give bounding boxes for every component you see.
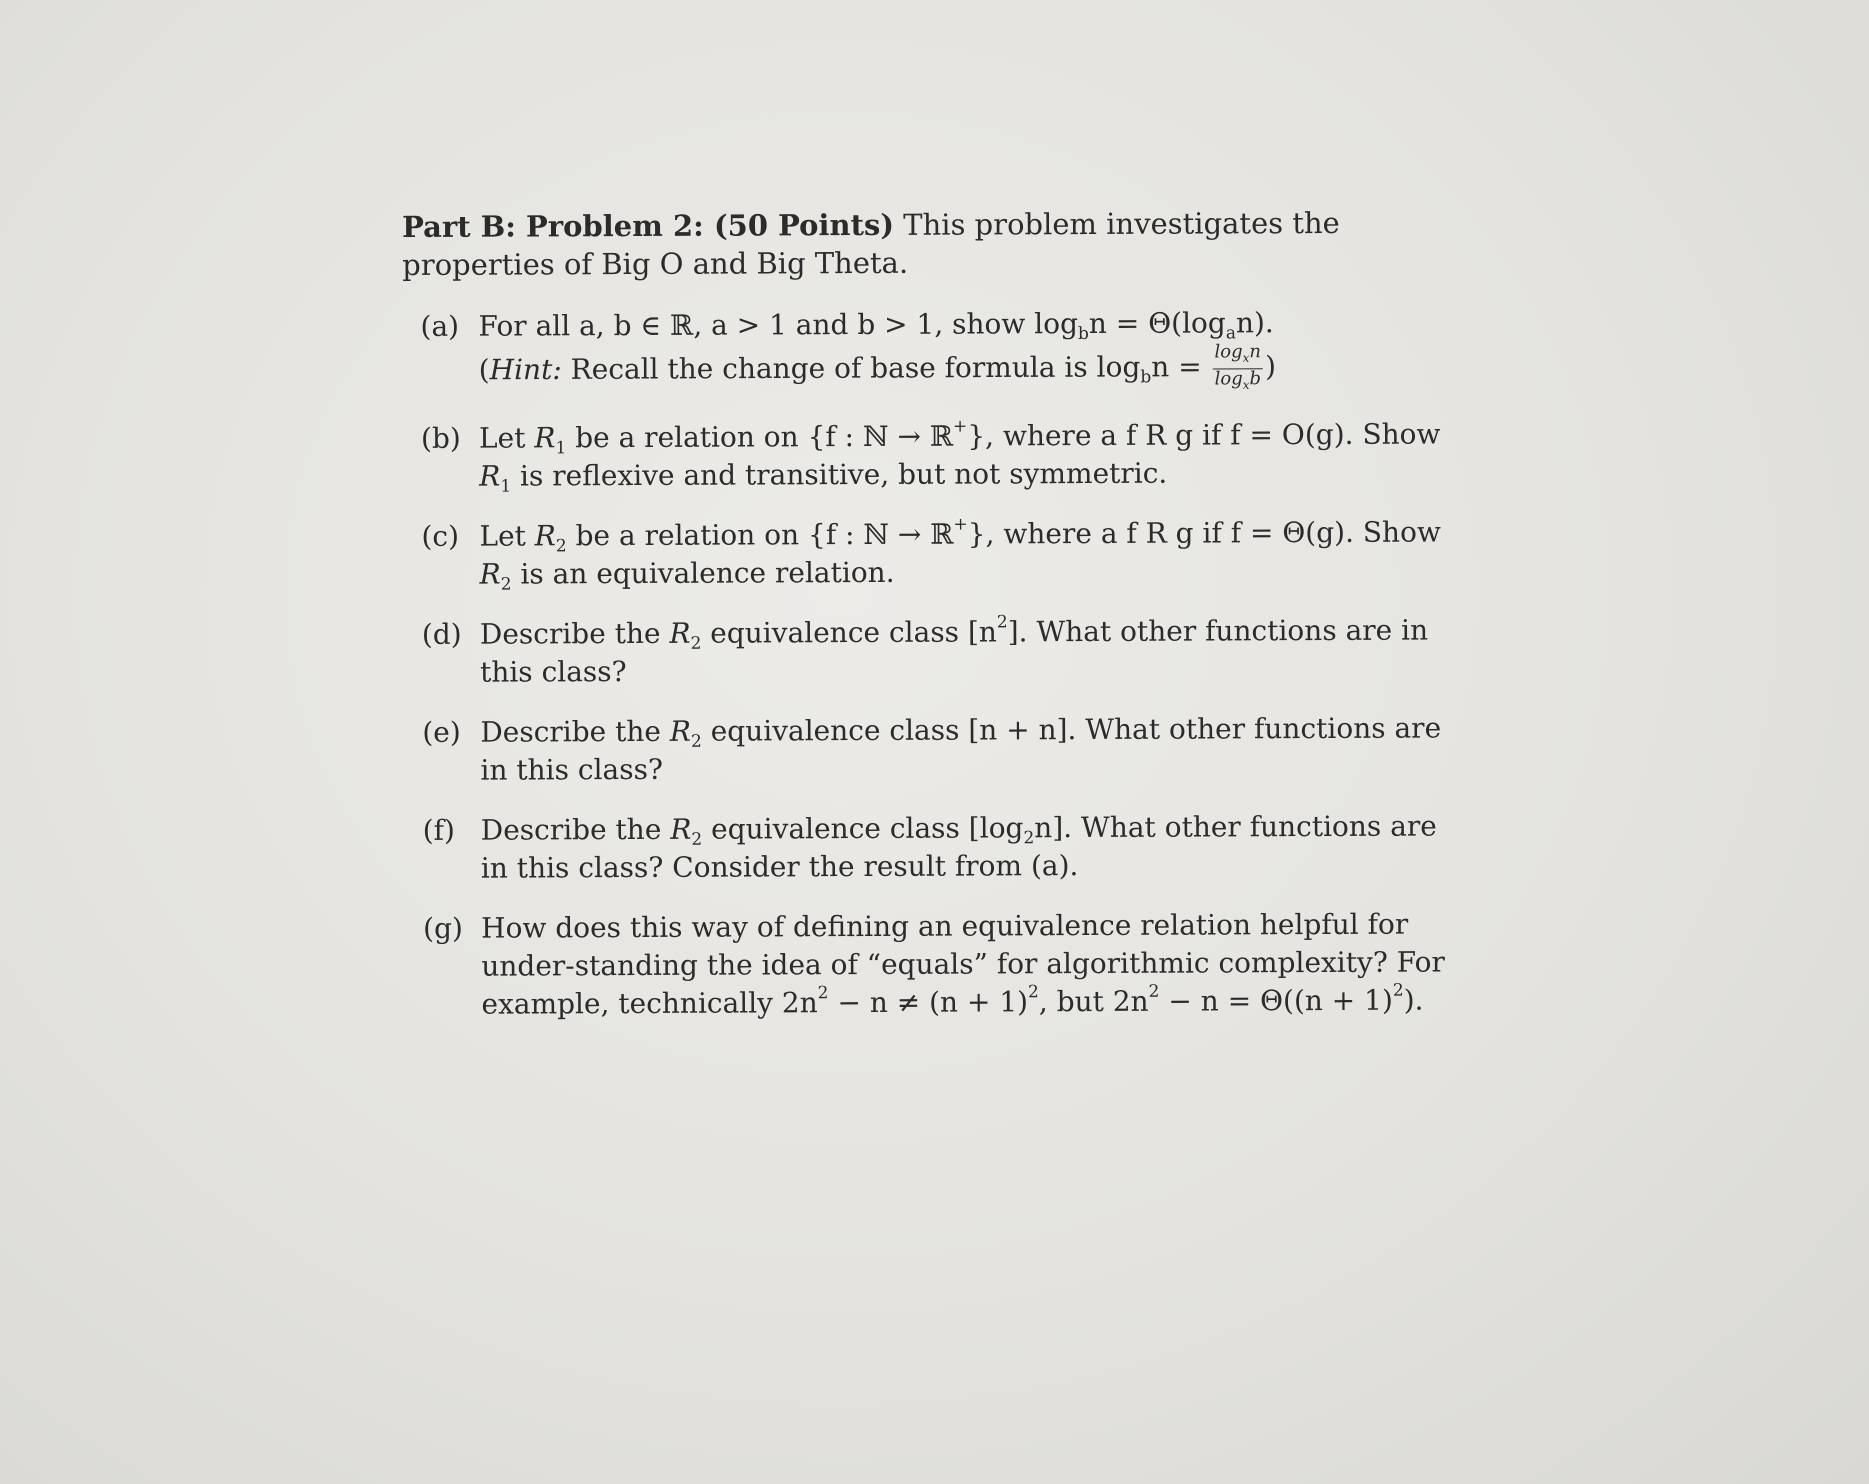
relation-symbol: R (669, 616, 691, 651)
item-g-text: , but 2n (1038, 984, 1149, 1019)
item-f-text: equivalence class [log (702, 811, 1024, 846)
item-a-text: For all a, b ∈ ℝ, a > 1 and b > 1, show log (478, 307, 1079, 343)
fraction-text: b (1249, 367, 1262, 389)
item-d (404, 612, 1464, 693)
problem-description: This problem investigates the properties of Big O and Big Theta. (402, 205, 1340, 282)
relation-symbol: R (534, 421, 556, 455)
hint-text: Recall the change of base formula is log (561, 350, 1141, 386)
item-e-body (480, 710, 1464, 790)
item-a-text: n = Θ(log (1088, 306, 1226, 341)
subscript: 2 (691, 829, 703, 850)
subscript: 2 (1023, 828, 1035, 849)
problem-intro (402, 203, 1462, 284)
relation-symbol: R (479, 459, 501, 493)
item-b-text: Let (478, 421, 535, 455)
problem-page (402, 203, 1466, 1046)
item-a (402, 303, 1462, 398)
fraction-numerator (1212, 342, 1263, 369)
superscript: 2 (817, 983, 829, 1004)
item-b-text: be a relation on {f : ℕ → ℝ (566, 419, 954, 455)
relation-symbol: R (670, 812, 692, 847)
subscript: 2 (690, 731, 702, 752)
item-f-text: n]. What other functions are in this class? Consider the result from (a). (480, 809, 1437, 885)
item-label: (b) (420, 421, 461, 456)
relation-symbol: R (669, 714, 692, 749)
item-label: (f) (422, 813, 456, 848)
item-b-text: is reflexive and transitive, but not symmetric. (511, 456, 1168, 493)
item-c-text: }, where a f R g if f = Θ(g). Show (967, 515, 1441, 551)
item-d-text: ]. What other functions are in this class? (479, 613, 1429, 689)
superscript: 2 (1148, 981, 1160, 1002)
item-f (405, 808, 1465, 889)
item-a-body (478, 303, 1462, 397)
item-label: (a) (420, 309, 460, 343)
subscript: 1 (500, 476, 512, 497)
subscript: 2 (690, 633, 702, 654)
item-c-body (479, 514, 1463, 594)
item-label: (e) (422, 715, 461, 750)
item-label: (c) (421, 519, 460, 554)
relation-symbol: R (534, 519, 556, 553)
item-e (404, 710, 1464, 791)
subscript: b (1077, 324, 1089, 345)
superscript: 2 (1027, 982, 1039, 1003)
item-b-body (479, 416, 1463, 496)
item-b-text: }, where a f R g if f = O(g). Show (967, 417, 1441, 453)
subscript: x (1242, 377, 1250, 392)
problem-heading: Part B: Problem 2: (50 Points) (402, 207, 895, 244)
item-c (403, 514, 1463, 595)
superscript: 2 (996, 612, 1008, 633)
hint-word: Hint: (489, 352, 562, 387)
item-label: (g) (423, 911, 463, 946)
item-d-text: Describe the (479, 617, 670, 651)
item-d-body (480, 612, 1464, 692)
item-e-text: equivalence class [n + n]. What other functions are in this class? (480, 711, 1442, 787)
item-c-text: is an equivalence relation. (511, 556, 895, 591)
superscript: + (952, 416, 968, 437)
item-b (403, 416, 1463, 497)
item-g-body (481, 906, 1465, 1024)
subscript: x (1242, 350, 1250, 365)
item-g (405, 906, 1465, 1025)
subscript: b (1140, 367, 1152, 388)
item-f-text: Describe the (480, 813, 671, 847)
item-g-text: How does this way of defining an equivalence relation helpful for under-standing the idea of “equals” for algorithmic complexity? For example, technically 2n (481, 907, 1445, 1021)
hint-paren: ) (1264, 349, 1277, 383)
subscript: 2 (500, 574, 512, 595)
item-g-text: ). (1403, 983, 1424, 1017)
change-of-base-fraction (1212, 342, 1263, 394)
item-label: (d) (421, 617, 462, 652)
superscript: + (953, 514, 968, 535)
item-d-text: equivalence class [n (701, 615, 997, 650)
hint-paren: ( (478, 353, 490, 387)
fraction-denominator (1213, 369, 1264, 395)
fraction-text: n (1249, 341, 1262, 363)
relation-symbol: R (479, 557, 501, 591)
subscript: a (1225, 323, 1237, 344)
item-c-text: be a relation on {f : ℕ → ℝ (566, 517, 954, 553)
item-g-text: − n ≠ (n + 1) (828, 985, 1029, 1020)
fraction-text: log (1214, 367, 1243, 390)
fraction-text: log (1214, 341, 1243, 363)
item-e-text: Describe the (480, 715, 670, 749)
superscript: 2 (1392, 980, 1404, 1001)
item-c-text: Let (479, 519, 535, 553)
item-a-text: n). (1235, 306, 1274, 340)
item-g-text: − n = Θ((n + 1) (1159, 983, 1393, 1018)
subscript: 1 (555, 438, 567, 459)
hint-eq: n = (1151, 350, 1211, 384)
item-f-body (481, 808, 1465, 888)
subscript: 2 (555, 536, 567, 557)
